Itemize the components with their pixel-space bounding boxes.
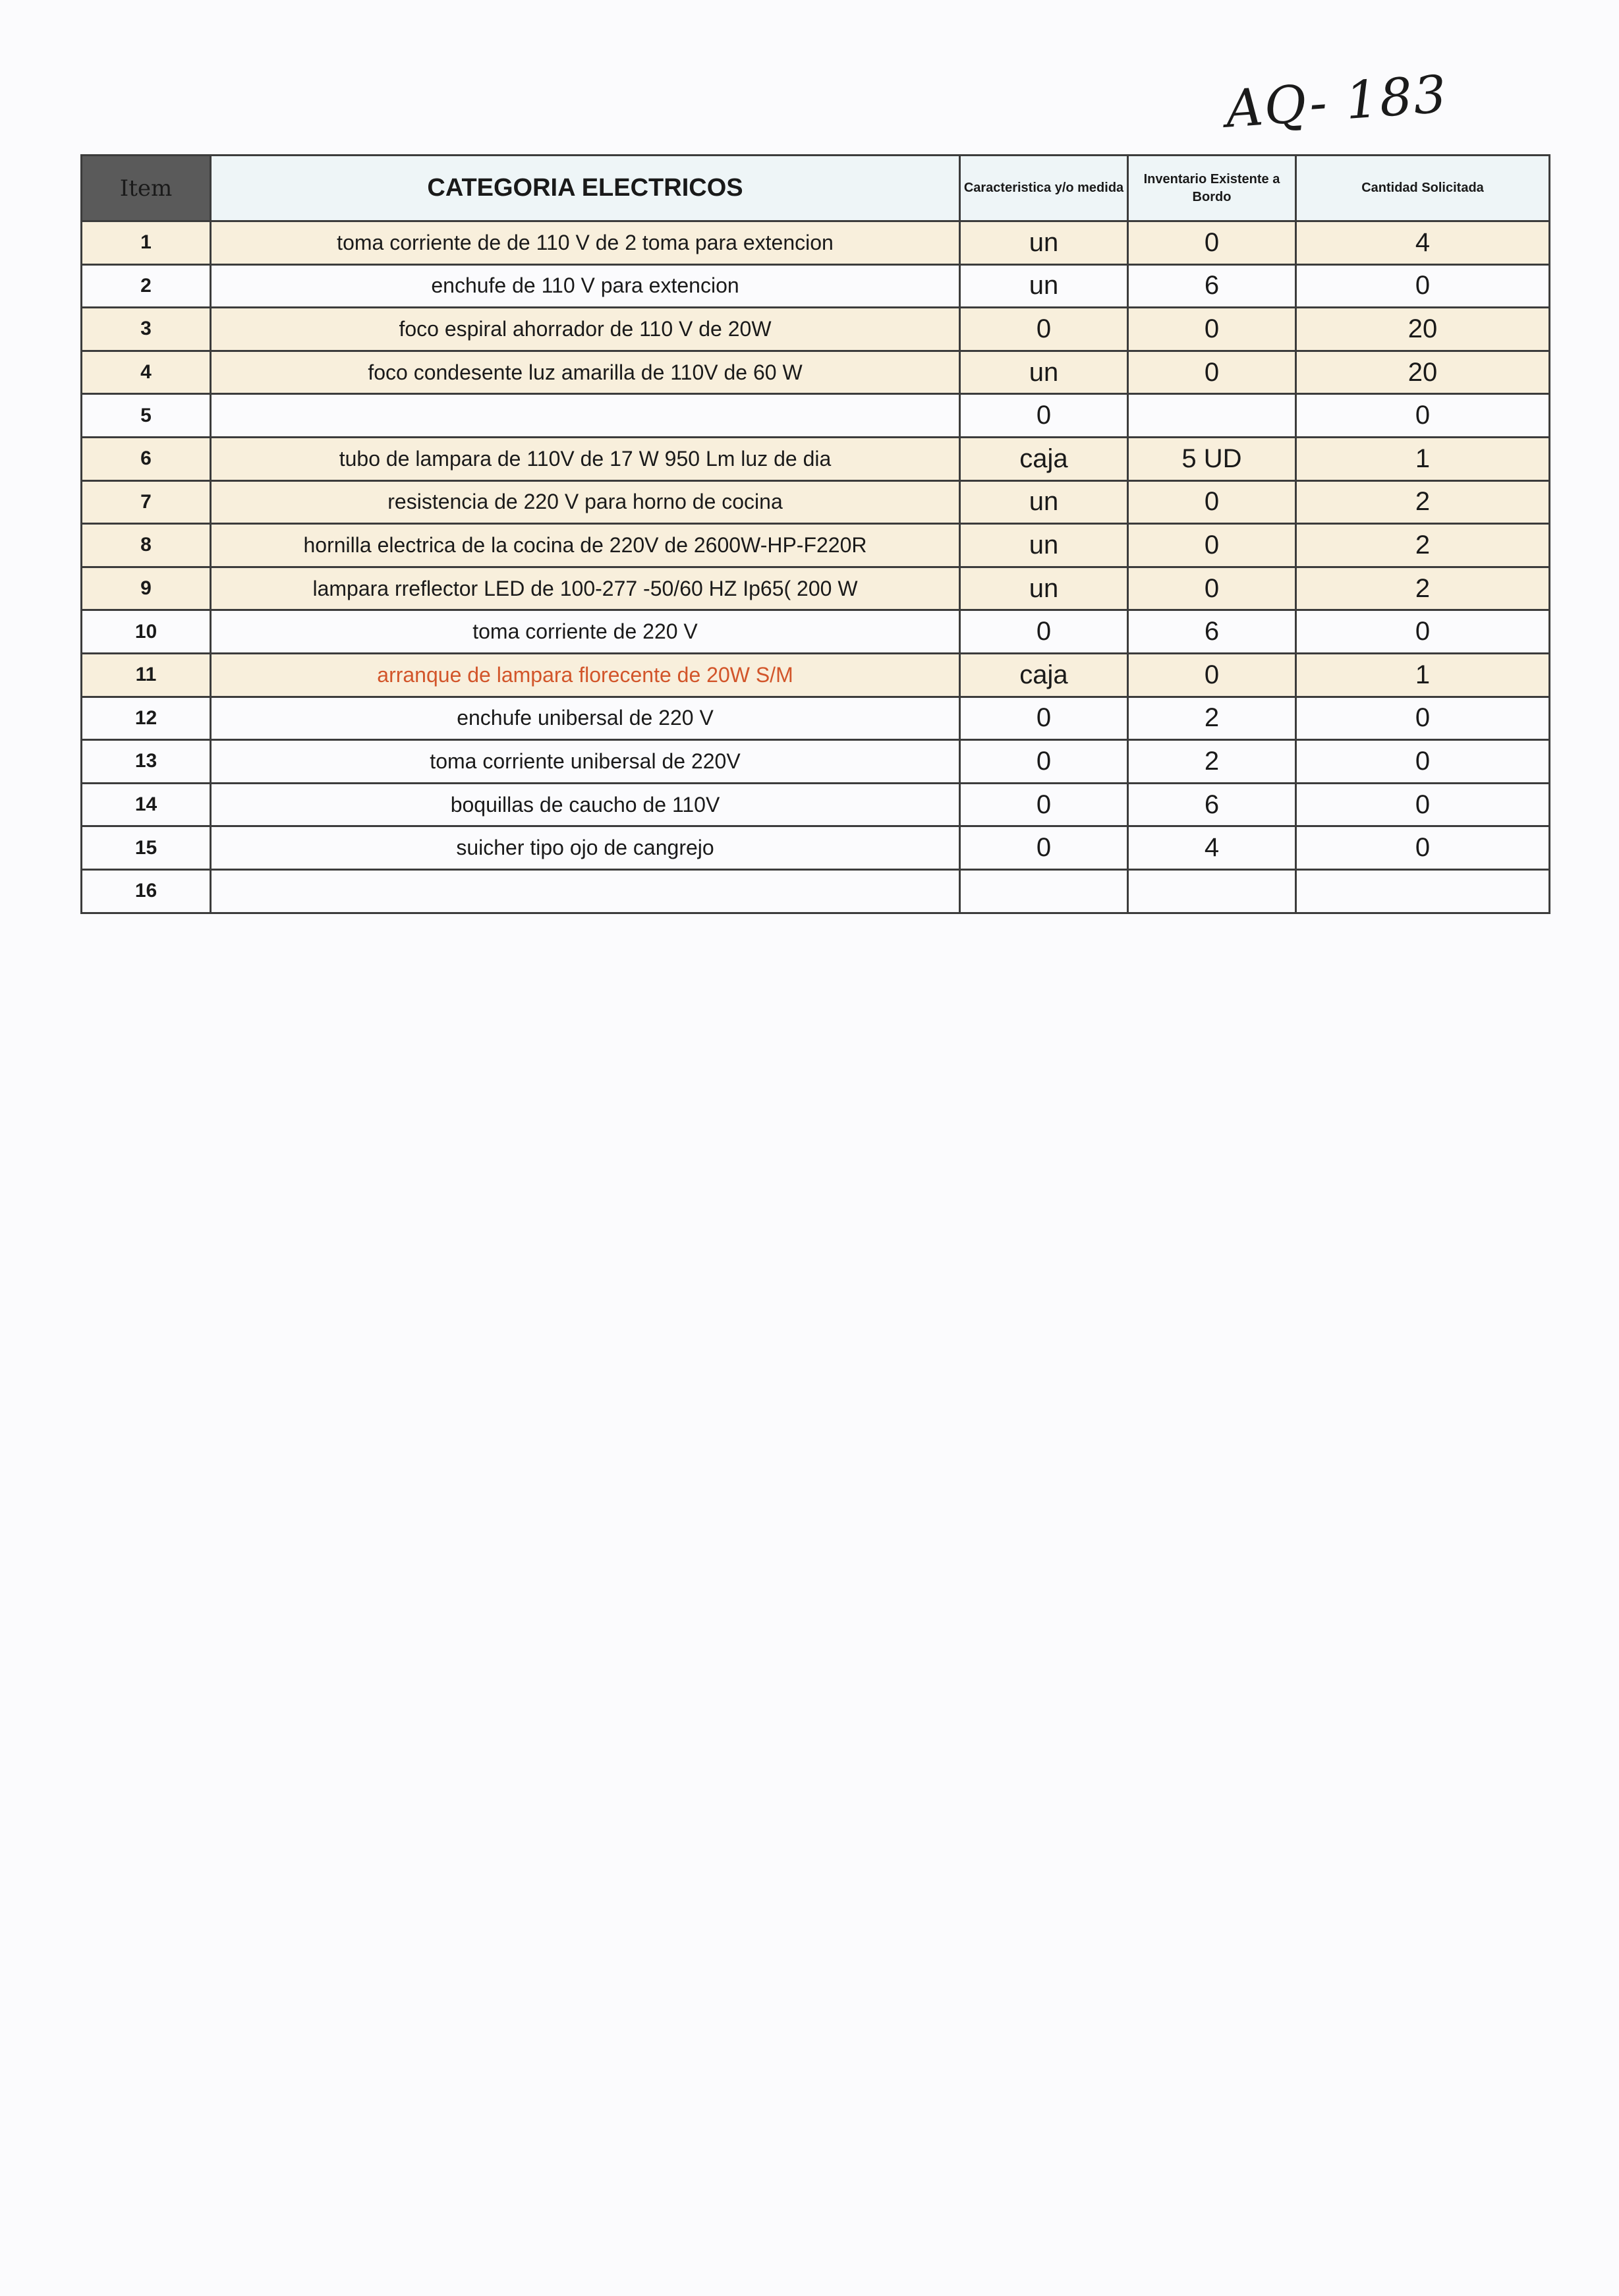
item-cantidad: 0 (1296, 740, 1550, 784)
item-inventario: 2 (1128, 740, 1296, 784)
table-row (82, 480, 1550, 524)
item-cantidad: 0 (1296, 394, 1550, 438)
item-cantidad: 0 (1296, 264, 1550, 308)
item-caracteristica: caja (960, 437, 1128, 480)
item-description (211, 869, 960, 913)
item-caracteristica: 0 (960, 308, 1128, 351)
item-inventario: 0 (1128, 221, 1296, 265)
item-cantidad: 0 (1296, 697, 1550, 740)
item-caracteristica (960, 869, 1128, 913)
item-caracteristica: un (960, 221, 1128, 265)
electrical-inventory-table (80, 154, 1550, 914)
item-cantidad (1296, 869, 1550, 913)
item-inventario: 6 (1128, 610, 1296, 654)
item-cantidad: 2 (1296, 480, 1550, 524)
table-row (82, 826, 1550, 870)
table-row (82, 567, 1550, 610)
item-number: 1 (82, 221, 211, 265)
item-number: 10 (82, 610, 211, 654)
item-caracteristica: 0 (960, 394, 1128, 438)
header-category: CATEGORIA ELECTRICOS (211, 156, 960, 221)
item-description: foco espiral ahorrador de 110 V de 20W (211, 308, 960, 351)
item-number: 14 (82, 783, 211, 826)
table-row (82, 221, 1550, 265)
item-number: 5 (82, 394, 211, 438)
item-description: foco condesente luz amarilla de 110V de 60 W (211, 351, 960, 394)
table-row (82, 610, 1550, 654)
table-row (82, 653, 1550, 697)
item-number: 15 (82, 826, 211, 870)
item-caracteristica: caja (960, 653, 1128, 697)
table-row (82, 351, 1550, 394)
item-number: 11 (82, 653, 211, 697)
item-description: lampara rreflector LED de 100-277 -50/60 HZ Ip65( 200 W (211, 567, 960, 610)
item-inventario: 0 (1128, 308, 1296, 351)
item-description: suicher tipo ojo de cangrejo (211, 826, 960, 870)
item-caracteristica: un (960, 264, 1128, 308)
item-inventario: 0 (1128, 524, 1296, 567)
table-row (82, 308, 1550, 351)
item-inventario: 0 (1128, 653, 1296, 697)
table-row (82, 264, 1550, 308)
item-caracteristica: 0 (960, 740, 1128, 784)
item-cantidad: 0 (1296, 826, 1550, 870)
item-number: 13 (82, 740, 211, 784)
table-row (82, 869, 1550, 913)
item-caracteristica: 0 (960, 826, 1128, 870)
item-description: hornilla electrica de la cocina de 220V de 2600W-HP-F220R (211, 524, 960, 567)
item-caracteristica: 0 (960, 610, 1128, 654)
item-description: enchufe de 110 V para extencion (211, 264, 960, 308)
item-cantidad: 0 (1296, 610, 1550, 654)
table-row (82, 394, 1550, 438)
item-number: 3 (82, 308, 211, 351)
item-number: 2 (82, 264, 211, 308)
table-row (82, 524, 1550, 567)
item-number: 6 (82, 437, 211, 480)
item-inventario: 6 (1128, 783, 1296, 826)
header-item: Item (82, 156, 211, 221)
item-number: 16 (82, 869, 211, 913)
item-description: enchufe unibersal de 220 V (211, 697, 960, 740)
item-description: toma corriente de 220 V (211, 610, 960, 654)
table-row (82, 697, 1550, 740)
item-inventario: 6 (1128, 264, 1296, 308)
item-number: 7 (82, 480, 211, 524)
item-caracteristica: 0 (960, 697, 1128, 740)
handwritten-document-code: AQ- 183 (1224, 65, 1450, 140)
item-inventario (1128, 394, 1296, 438)
item-description: arranque de lampara florecente de 20W S/M (211, 653, 960, 697)
item-description: resistencia de 220 V para horno de cocina (211, 480, 960, 524)
item-cantidad: 20 (1296, 351, 1550, 394)
item-number: 4 (82, 351, 211, 394)
item-cantidad: 2 (1296, 524, 1550, 567)
item-cantidad: 20 (1296, 308, 1550, 351)
item-cantidad: 4 (1296, 221, 1550, 265)
item-description: boquillas de caucho de 110V (211, 783, 960, 826)
item-inventario: 2 (1128, 697, 1296, 740)
item-caracteristica: 0 (960, 783, 1128, 826)
item-description: tubo de lampara de 110V de 17 W 950 Lm luz de dia (211, 437, 960, 480)
table-header-row (82, 156, 1550, 221)
item-inventario: 4 (1128, 826, 1296, 870)
item-caracteristica: un (960, 567, 1128, 610)
item-inventario: 0 (1128, 351, 1296, 394)
item-number: 8 (82, 524, 211, 567)
item-inventario (1128, 869, 1296, 913)
item-description (211, 394, 960, 438)
item-cantidad: 1 (1296, 437, 1550, 480)
header-inventario: Inventario Existente a Bordo (1128, 156, 1296, 221)
item-cantidad: 1 (1296, 653, 1550, 697)
item-number: 9 (82, 567, 211, 610)
table-row (82, 783, 1550, 826)
item-inventario: 0 (1128, 567, 1296, 610)
item-caracteristica: un (960, 351, 1128, 394)
item-caracteristica: un (960, 480, 1128, 524)
item-cantidad: 0 (1296, 783, 1550, 826)
header-cantidad: Cantidad Solicitada (1296, 156, 1550, 221)
item-number: 12 (82, 697, 211, 740)
item-inventario: 0 (1128, 480, 1296, 524)
item-cantidad: 2 (1296, 567, 1550, 610)
item-description: toma corriente unibersal de 220V (211, 740, 960, 784)
header-caracteristica: Caracteristica y/o medida (960, 156, 1128, 221)
item-caracteristica: un (960, 524, 1128, 567)
item-inventario: 5 UD (1128, 437, 1296, 480)
table-row (82, 437, 1550, 480)
item-description: toma corriente de de 110 V de 2 toma para extencion (211, 221, 960, 265)
table-row (82, 740, 1550, 784)
